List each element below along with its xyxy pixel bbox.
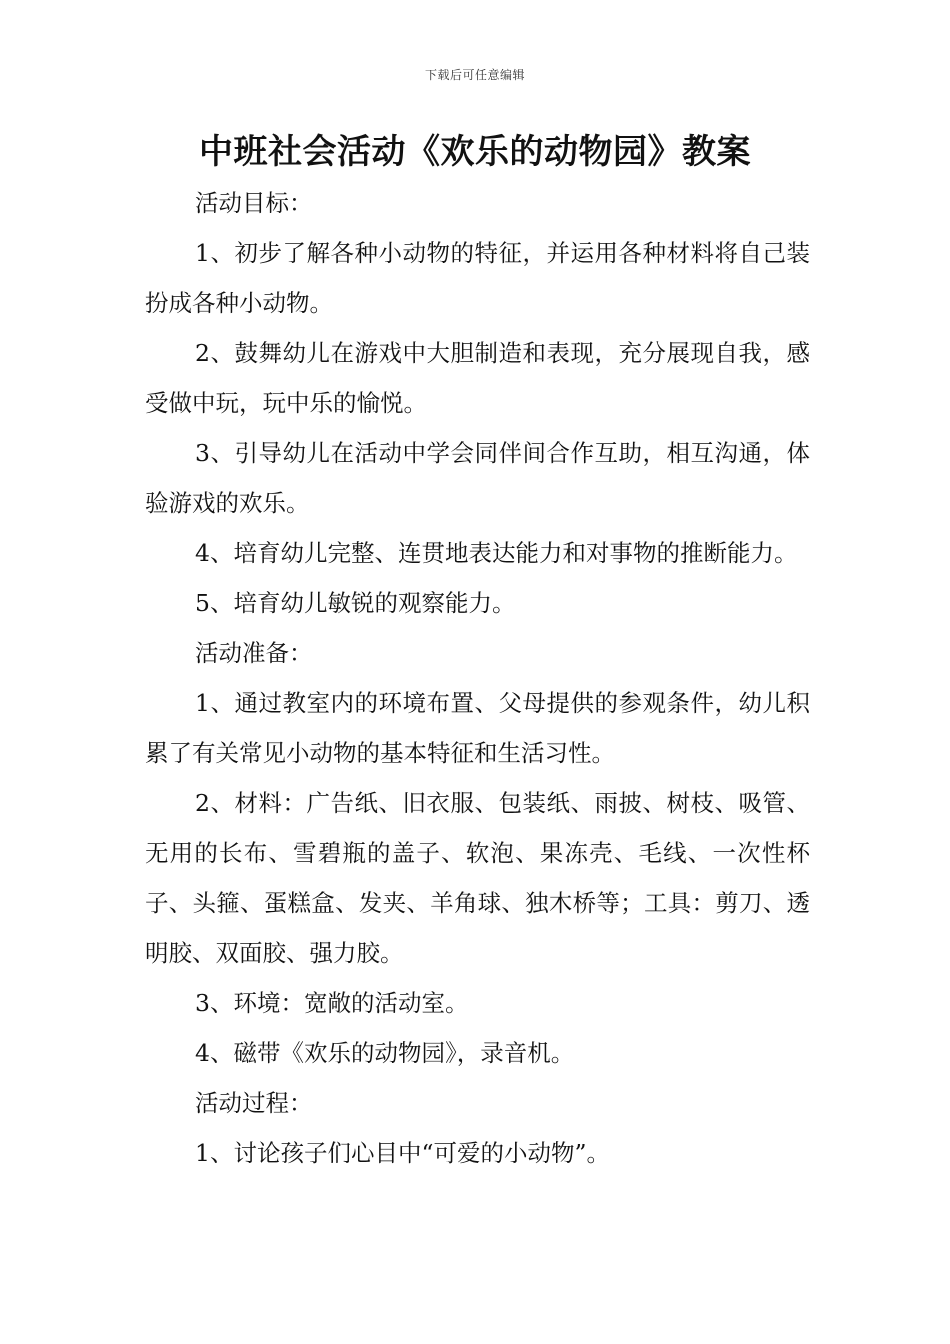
paragraph: 1、初步了解各种小动物的特征，并运用各种材料将自己装扮成各种小动物。 bbox=[145, 239, 810, 317]
header-note: 下载后可任意编辑 bbox=[424, 68, 525, 82]
paragraph: 1、讨论孩子们心目中“可爱的小动物”。 bbox=[195, 1139, 610, 1167]
paragraph: 2、鼓舞幼儿在游戏中大胆制造和表现，充分展现自我，感受做中玩，玩中乐的愉悦。 bbox=[145, 339, 810, 417]
paragraph: 1、通过教室内的环境布置、父母提供的参观条件，幼儿积累了有关常见小动物的基本特征和生活习性。 bbox=[145, 689, 810, 767]
paragraph: 2、材料：广告纸、旧衣服、包装纸、雨披、树枝、吸管、无用的长布、雪碧瓶的盖子、软泡、果冻壳、毛线、一次性杯子、头箍、蛋糕盒、发夹、羊角球、独木桥等；工具：剪刀、透明胶、双面胶、强力胶。 bbox=[145, 789, 810, 967]
paragraph: 3、引导幼儿在活动中学会同伴间合作互助，相互沟通，体验游戏的欢乐。 bbox=[145, 439, 810, 517]
paragraph: 3、环境：宽敞的活动室。 bbox=[195, 989, 469, 1017]
section-heading-process: 活动过程： bbox=[195, 1089, 313, 1117]
section-heading-preparation: 活动准备： bbox=[195, 639, 313, 667]
paragraph: 4、培育幼儿完整、连贯地表达能力和对事物的推断能力。 bbox=[195, 539, 798, 567]
document-title: 中班社会活动《欢乐的动物园》教案 bbox=[199, 132, 751, 172]
document-body bbox=[145, 178, 810, 1178]
section-heading-goals: 活动目标： bbox=[195, 189, 313, 217]
paragraph: 4、磁带《欢乐的动物园》，录音机。 bbox=[195, 1039, 575, 1067]
paragraph: 5、培育幼儿敏锐的观察能力。 bbox=[195, 589, 516, 617]
